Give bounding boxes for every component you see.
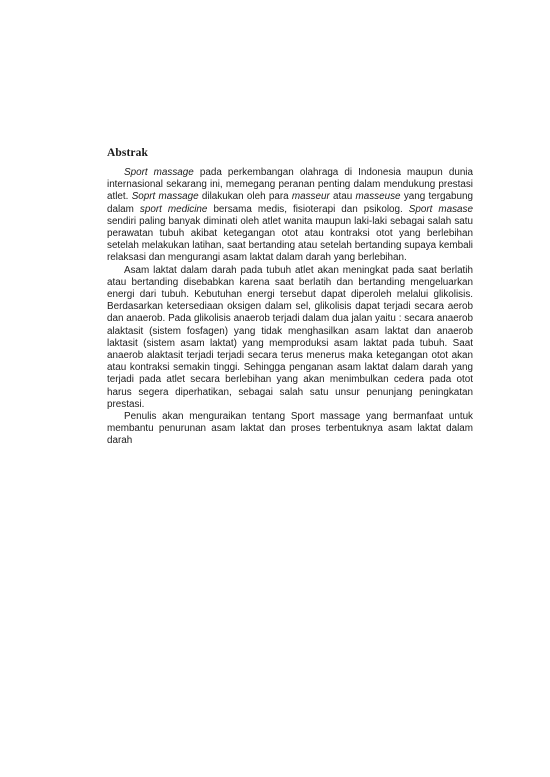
emphasized-term: Sport massage <box>124 167 194 178</box>
text-run: sendiri paling banyak diminati oleh atlet wanita maupun laki-laki sebagai salah satu perawatan tubuh akibat ketegangan otot atau kontraksi otot yang berlebihan setelah melakukan latihan, saat bertanding atau setelah bertanding supaya kembali relaksasi dan mengurangi asam laktat dalam darah yang berlebihan. <box>107 215 473 264</box>
paragraph-3 <box>107 411 473 448</box>
emphasized-term: Soprt massage <box>131 191 199 203</box>
emphasized-term: Sport masase <box>408 203 473 215</box>
paragraph-2 <box>107 265 473 411</box>
text-run: bersama medis, fisioterapi dan psikolog. <box>207 203 409 215</box>
emphasized-term: masseur <box>291 191 330 203</box>
abstract-body <box>107 167 473 448</box>
emphasized-term: sport medicine <box>139 203 208 215</box>
text-run: atau <box>329 191 356 203</box>
text-run: Asam laktat dalam darah pada tubuh atlet akan meningkat pada saat berlatih atau bertanding disebabkan karena saat berlatih dan bertanding mengeluarkan energi dari tubuh. Kebutuhan energi tersebut dapat diperoleh melalui glikolisis. Berdasarkan ketersediaan oksigen dalam sel, glikolisis dapat terjadi secara aerob dan anaerob. Pada glikolisis anaerob terjadi dalam dua jalan yaitu : secara anaerob alaktasit (sistem fosfagen) yang tidak menghasilkan asam laktat dan anaerob laktasit (sistem asam laktat) yang memproduksi asam laktat pada tubuh. Saat anaerob alaktasit terjadi terjadi secara terus menerus maka ketegangan otot akan atau kontraksi semakin tinggi. Sehingga penganan asam laktat dalam darah yang terjadi pada atlet secara berlebihan yang akan menimbulkan cedera pada otot harus segera diperhatikan, sebagai salah satu unsur penunjang peningkatan prestasi. <box>107 264 473 410</box>
text-run: Penulis akan menguraikan tentang Sport massage yang bermanfaat untuk membantu penurunan asam laktat dan proses terbentuknya asam laktat dalam darah <box>107 411 473 447</box>
emphasized-term: masseuse <box>355 191 401 203</box>
paragraph-1 <box>107 167 473 265</box>
text-run: pada perkembangan olahraga di Indonesia maupun dunia internasional sekarang ini, memegang peranan penting dalam mendukung prestasi atlet. <box>107 167 473 203</box>
abstract-heading: Abstrak <box>107 147 148 159</box>
text-run: dilakukan oleh para <box>198 191 292 203</box>
text-run: yang tergabung dalam <box>107 191 473 215</box>
